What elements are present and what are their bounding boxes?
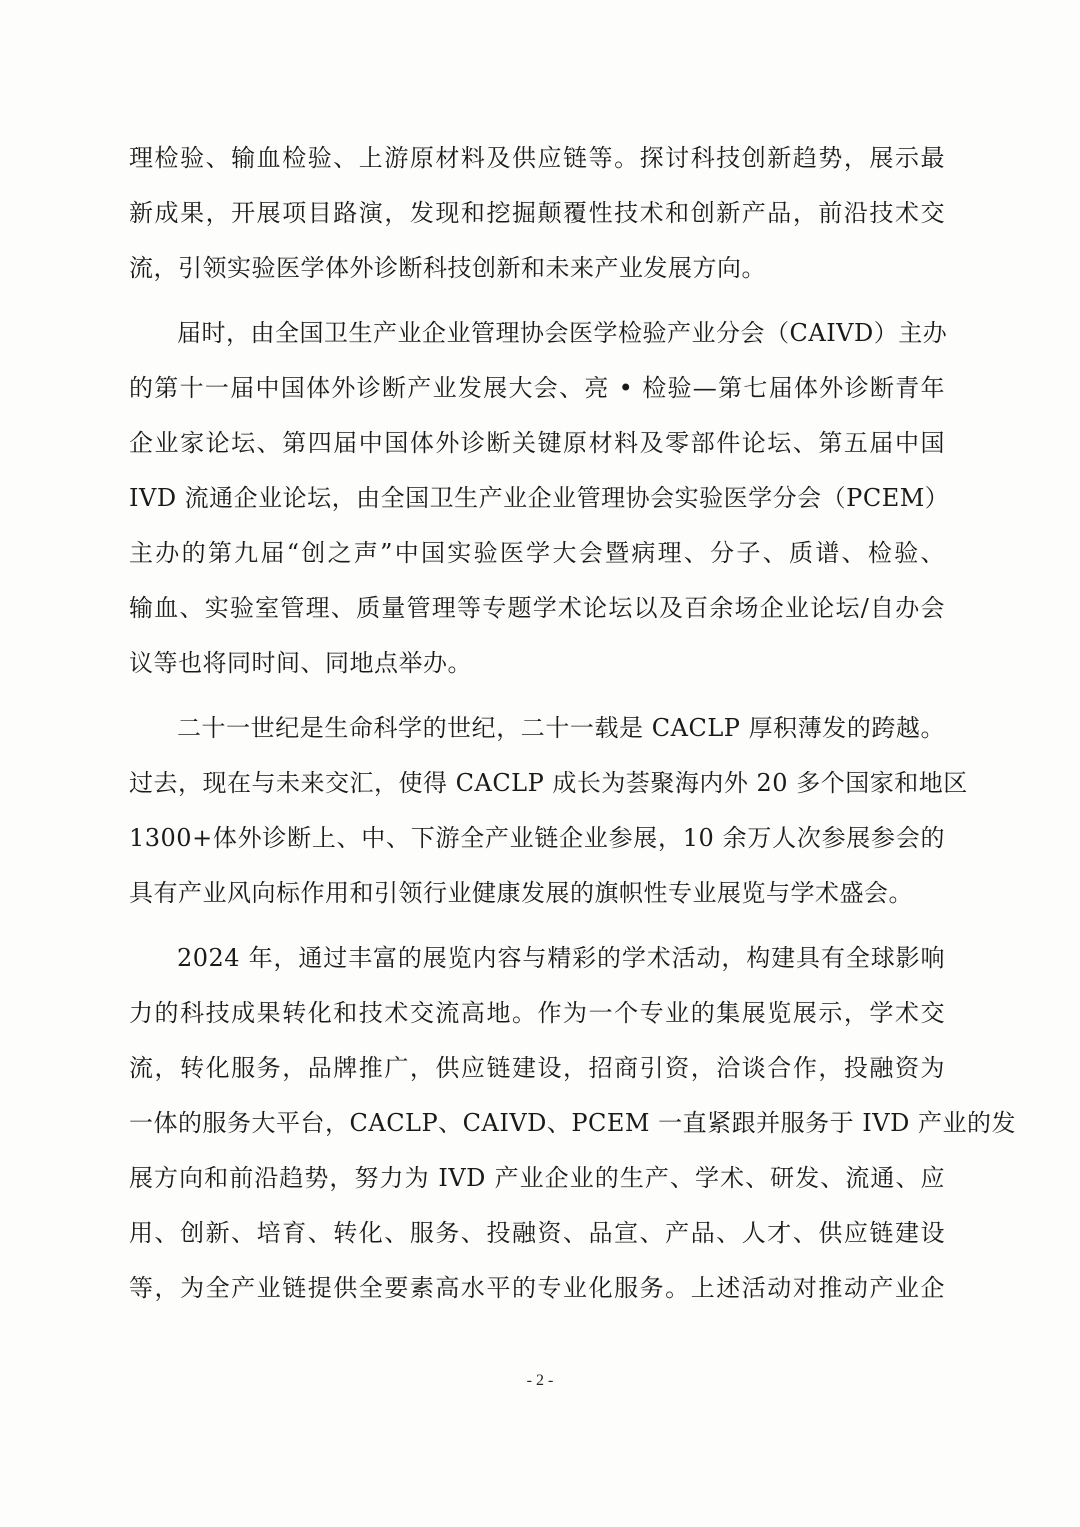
text-line: 主办的第九届“创之声”中国实验医学大会暨病理、分子、质谱、检验、 — [129, 539, 945, 567]
text-line: 企业家论坛、第四届中国体外诊断关键原材料及零部件论坛、第五届中国 — [129, 429, 945, 457]
paragraph-2 — [129, 306, 950, 691]
paragraph-4 — [129, 931, 1016, 1316]
text-line: 输血、实验室管理、质量管理等专题学术论坛以及百余场企业论坛/自办会 — [129, 594, 945, 622]
text-line: 一体的服务大平台，CACLP、CAIVD、PCEM 一直紧跟并服务于 IVD 产业的发 — [129, 1109, 1016, 1137]
text-line: 二十一世纪是生命科学的世纪，二十一载是 CACLP 厚积薄发的跨越。 — [177, 714, 945, 742]
text-line: 新成果，开展项目路演，发现和挖掘颠覆性技术和创新产品，前沿技术交 — [129, 199, 945, 227]
text-line: 流，引领实验医学体外诊断科技创新和未来产业发展方向。 — [129, 254, 766, 282]
text-line: 届时，由全国卫生产业企业管理协会医学检验产业分会（CAIVD）主办 — [177, 319, 948, 347]
paragraph-1 — [129, 131, 945, 296]
text-line: 等，为全产业链提供全要素高水平的专业化服务。上述活动对推动产业企 — [129, 1274, 945, 1302]
text-line: IVD 流通企业论坛，由全国卫生产业企业管理协会实验医学分会（PCEM） — [129, 484, 950, 512]
text-line: 过去，现在与未来交汇，使得 CACLP 成长为荟聚海内外 20 多个国家和地区 — [129, 769, 968, 797]
text-line: 理检验、输血检验、上游原材料及供应链等。探讨科技创新趋势，展示最 — [129, 144, 945, 172]
text-line: 力的科技成果转化和技术交流高地。作为一个专业的集展览展示，学术交 — [129, 999, 945, 1027]
text-line: 具有产业风向标作用和引领行业健康发展的旗帜性专业展览与学术盛会。 — [129, 879, 913, 907]
text-line: 流，转化服务，品牌推广，供应链建设，招商引资，洽谈合作，投融资为 — [129, 1054, 945, 1082]
paragraph-3 — [129, 701, 968, 921]
text-line: 的第十一届中国体外诊断产业发展大会、亮 • 检验—第七届体外诊断青年 — [129, 374, 945, 402]
text-line: 1300+体外诊断上、中、下游全产业链企业参展，10 余万人次参展参会的 — [129, 824, 945, 852]
document-body — [129, 131, 1016, 1316]
text-line: 展方向和前沿趋势，努力为 IVD 产业企业的生产、学术、研发、流通、应 — [129, 1164, 945, 1192]
text-line: 用、创新、培育、转化、服务、投融资、品宣、产品、人才、供应链建设 — [129, 1219, 945, 1247]
text-line: 议等也将同时间、同地点举办。 — [129, 649, 472, 677]
text-line: 2024 年，通过丰富的展览内容与精彩的学术活动，构建具有全球影响 — [177, 944, 945, 972]
page-number: - 2 - — [526, 1372, 554, 1389]
